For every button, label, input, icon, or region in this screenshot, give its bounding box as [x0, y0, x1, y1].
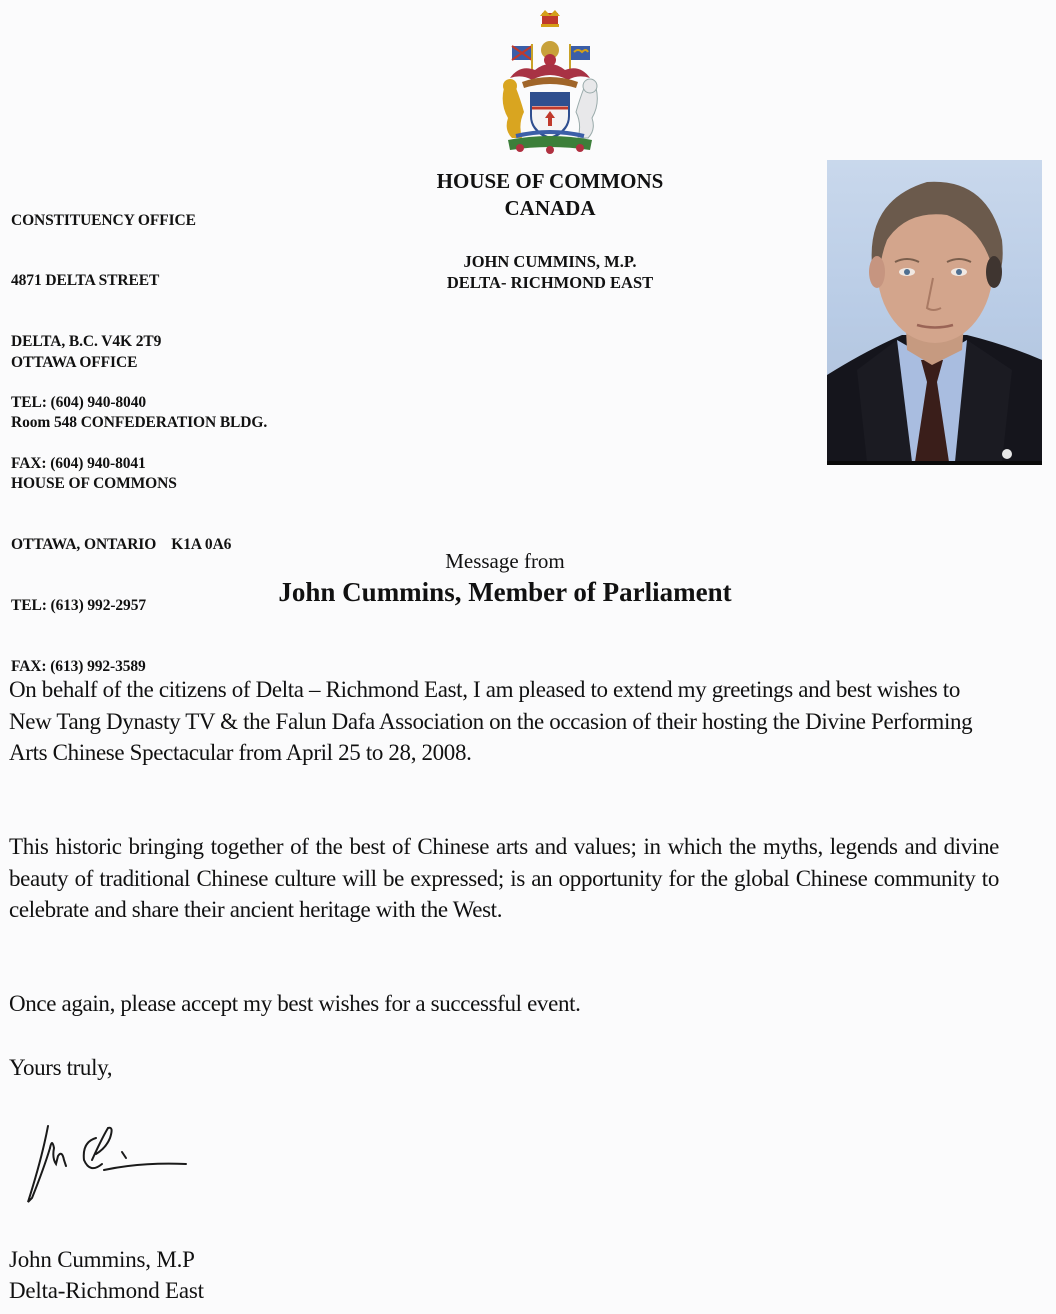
coat-of-arms-icon	[490, 8, 610, 156]
body-paragraph-greeting: On behalf of the citizens of Delta – Richmond East, I am pleased to extend my greetings and best wishes to New Tang Dynasty TV & the Falun Dafa Association on the occasion of their hosting the Divine Performing Arts Chinese Spectacular from April 25 to 28, 2008.	[9, 677, 973, 765]
constituency-office-city: DELTA, B.C. V4K 2T9	[11, 333, 162, 351]
body-paragraph-event: This historic bringing together of the best of Chinese arts and values; in which the myths, legends and divine beauty of traditional Chinese culture will be expressed; is an opportunity for the global Chinese community to celebrate and share their ancient heritage with the West.	[9, 834, 999, 922]
ottawa-office-address	[11, 312, 267, 698]
signature-icon	[22, 1118, 192, 1208]
photo-rule	[827, 461, 1042, 465]
institution-name: HOUSE OF COMMONS	[436, 169, 664, 193]
message-intro: Message from	[445, 549, 565, 573]
ottawa-office-room: Room 548 CONFEDERATION BLDG.	[11, 414, 268, 432]
portrait-photo	[827, 160, 1042, 462]
institution-heading	[400, 168, 700, 222]
body-paragraph-wishes: Once again, please accept my best wishes for a successful event.	[9, 991, 581, 1016]
closing: Yours truly,	[9, 1055, 113, 1080]
signature-block	[9, 1244, 204, 1306]
constituency-office-tel: TEL: (604) 940-8040	[11, 394, 147, 412]
ottawa-office-fax: FAX: (613) 992-3589	[11, 658, 146, 676]
constituency-office-fax: FAX: (604) 940-8041	[11, 455, 146, 473]
member-name: JOHN CUMMINS, M.P.	[463, 252, 637, 271]
member-riding: DELTA- RICHMOND EAST	[446, 273, 654, 292]
message-sender: John Cummins, Member of Parliament	[278, 577, 732, 607]
member-heading	[400, 251, 700, 293]
signatory-name: John Cummins, M.P	[9, 1247, 195, 1272]
ottawa-office-heading: OTTAWA OFFICE	[11, 353, 138, 371]
constituency-office-heading: CONSTITUENCY OFFICE	[11, 211, 196, 229]
ottawa-office-tel: TEL: (613) 992-2957	[11, 597, 147, 615]
signatory-riding: Delta-Richmond East	[9, 1278, 204, 1303]
ottawa-office-building: HOUSE OF COMMONS	[11, 475, 177, 493]
ottawa-office-city: OTTAWA, ONTARIO K1A 0A6	[11, 536, 232, 554]
constituency-office-street: 4871 DELTA STREET	[11, 272, 160, 290]
institution-country: CANADA	[504, 196, 596, 220]
